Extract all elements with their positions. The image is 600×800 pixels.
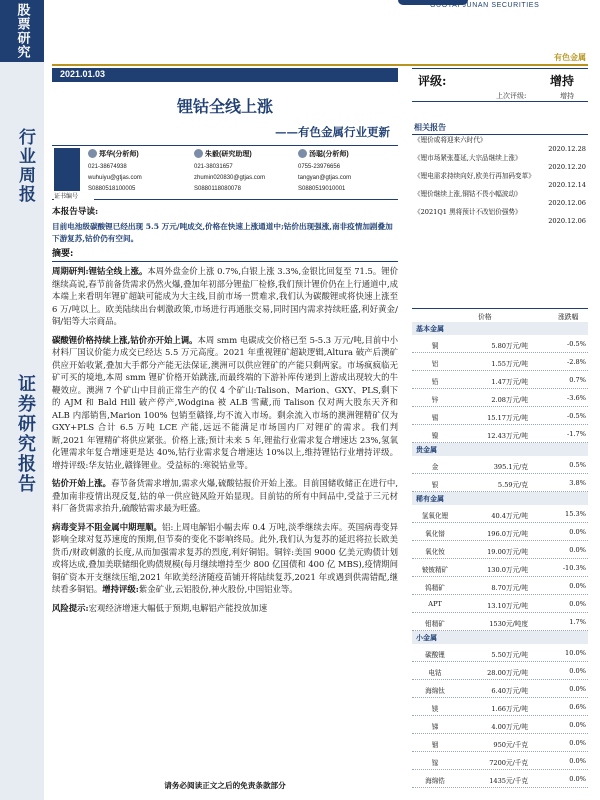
price-section-header: 小金属	[412, 631, 588, 644]
left-band	[0, 0, 44, 800]
paragraph-cobalt	[52, 477, 398, 515]
left-band-top: 股票研究	[0, 0, 44, 62]
related-report-item[interactable]: 《锂价或将迎来六时代》 2020.12.28	[414, 136, 586, 153]
metal-price: 1.55万元/吨	[491, 360, 528, 368]
guide-text: 目前电池级碳酸锂已经出现 5.5 万元/吨成交,价格在快速上涨通道中;钴价出现强涨,南非疫情加剧叠加下游复苏,钴价仍有空间。	[52, 221, 393, 243]
sector-tag: 有色金属	[554, 52, 586, 62]
analyst-email[interactable]: wuhuiyu@gtjas.com	[88, 175, 142, 181]
metal-price: 1435元/千克	[489, 777, 528, 785]
metal-price: 19.00万元/吨	[487, 548, 528, 556]
metal-price: 7200元/千克	[489, 759, 528, 767]
paragraph-rating-text: 紫金矿业,云铝股份,神火股份,中国铝业等。	[138, 584, 298, 594]
price-change: 0.0%	[569, 546, 586, 554]
price-row	[412, 734, 588, 752]
related-report-item[interactable]: 《锂价继续上涨,铜钴不畏小幅波动》 2020.12.06	[414, 190, 586, 207]
metal-name: 氧化钕	[425, 548, 445, 556]
price-change: 0.6%	[569, 703, 586, 711]
analyst-name: 汤聪(分析师)	[298, 149, 398, 159]
metal-name: 铟	[431, 741, 439, 749]
analyst-email[interactable]: zhumin020830@gtjas.com	[194, 175, 266, 181]
analyst-2	[194, 149, 294, 195]
header-divider	[52, 64, 588, 66]
paragraph-rating-lead: 增持评级:	[102, 584, 139, 594]
metal-price: 15.17万元/吨	[487, 414, 528, 422]
price-change: -10.3%	[562, 564, 586, 572]
metal-price: 8.70万元/吨	[491, 584, 528, 592]
summary-heading: 摘要:	[52, 248, 74, 259]
metal-price: 13.10万元/吨	[487, 602, 528, 610]
paragraph-lead: 钴价开始上涨。	[52, 478, 112, 488]
metal-name: 铝	[431, 360, 439, 368]
price-change: 0.0%	[569, 667, 586, 675]
price-section-header: 稀有金属	[412, 492, 588, 505]
price-row	[412, 559, 588, 577]
price-row	[412, 577, 588, 595]
metal-name: 铜	[431, 342, 439, 350]
price-row	[412, 474, 588, 492]
price-change: 0.0%	[569, 739, 586, 747]
analyst-phone: 0755-23976656	[298, 164, 341, 170]
paragraph-lead: 病毒变异不阻金属中期理顺。	[52, 521, 163, 532]
analyst-cert: S0880518100005	[88, 186, 136, 192]
metal-name: 镁	[431, 705, 439, 713]
price-row	[412, 662, 588, 680]
report-subtitle: ——有色金属行业更新	[275, 125, 390, 139]
price-row	[412, 644, 588, 662]
price-row	[412, 371, 588, 389]
price-row	[412, 770, 588, 788]
metal-price: 2.08万元/吨	[491, 396, 528, 404]
metal-price: 28.00万元/吨	[487, 669, 528, 677]
price-column-header: 价格	[478, 313, 492, 321]
change-column-header: 涨跌幅	[558, 313, 579, 321]
analyst-phone: 021-38674938	[88, 164, 127, 170]
price-change: 0.0%	[569, 721, 586, 729]
price-table	[412, 322, 588, 788]
price-change: 10.0%	[565, 649, 586, 657]
price-row	[412, 523, 588, 541]
metal-price: 4.00万元/吨	[491, 723, 528, 731]
metal-name: 金	[431, 463, 439, 471]
price-change: -3.6%	[567, 394, 586, 402]
guide-heading: 本报告导读:	[52, 207, 99, 217]
paragraph-text: 本周外盘金价上涨 0.7%,白银上涨 3.3%,金银比回复至 71.5。锂价继续高说,春节前备货需求仍然火爆,叠加年初部分锂盐厂检修,我们预计锂价仍在上行通道中,成本端上来看明年锂矿超缺可能成为大主线,目前市场一贯难求,我们认为碳酸锂或将快速上涨至 6 万/吨以上。欧美陆续出台刺激政策,市场进行再通胀交易,同时国内需求持续旺盛,利好黄金/铜/铝等大宗商品。	[52, 266, 398, 326]
person-icon	[88, 149, 97, 158]
analyst-block	[52, 145, 398, 200]
analyst-3	[298, 149, 398, 195]
price-change: 1.7%	[569, 618, 586, 626]
metal-name: 镍	[431, 432, 439, 440]
analyst-phone: 021-38031657	[194, 164, 233, 170]
price-row	[412, 456, 588, 474]
analyst-name: 朱毅(研究助理)	[194, 149, 294, 159]
price-change: 0.0%	[569, 600, 586, 608]
report-body	[52, 206, 398, 620]
previous-rating-label: 上次评级:	[496, 92, 527, 100]
person-icon	[194, 149, 203, 158]
analyst-cert: S0880118080078	[194, 186, 241, 192]
price-row	[412, 407, 588, 425]
person-icon	[298, 149, 307, 158]
summary-divider	[52, 261, 398, 262]
paragraph-base-metals	[52, 521, 398, 596]
metal-name: 锑	[431, 723, 439, 731]
risk-text: 宏观经济增速大幅低于预期,电解铝产能投放加速	[88, 602, 268, 613]
price-change: 0.7%	[569, 376, 586, 384]
price-change: 3.8%	[569, 479, 586, 487]
analyst-cert: S0880519010001	[298, 186, 346, 192]
price-section-header: 基本金属	[412, 322, 588, 335]
report-category-label: 证券研究报告	[15, 374, 36, 494]
metal-name: 碳酸锂	[425, 651, 445, 659]
price-change: 0.5%	[569, 461, 586, 469]
price-change: 0.0%	[569, 582, 586, 590]
report-title: 锂钴全线上涨	[176, 97, 273, 116]
rating-label: 评级:	[418, 74, 447, 88]
metal-name: 海绵钛	[425, 687, 445, 695]
analyst-email[interactable]: tangyan@gtjas.com	[298, 175, 352, 181]
previous-rating-value: 增持	[560, 92, 574, 100]
metal-price: 5.59元/克	[497, 481, 528, 489]
metal-price: 5.80万元/吨	[491, 342, 528, 350]
analyst-name: 郑华(分析师)	[88, 149, 188, 159]
paragraph-cycle	[52, 265, 398, 328]
paragraph-lead: 周期研判:锂钴全线上涨。	[52, 266, 148, 276]
metal-name: 氧化镨	[425, 530, 445, 538]
metal-price: 950元/千克	[493, 741, 528, 749]
price-row	[412, 389, 588, 407]
price-change: -0.5%	[567, 412, 586, 420]
related-report-item[interactable]: 《锂市场紧张蔓延,大宗品继续上涨》 2020.12.20	[414, 154, 586, 171]
price-row	[412, 680, 588, 698]
paragraph-lithium	[52, 334, 398, 472]
metal-name: 铅	[431, 378, 439, 386]
price-row	[412, 613, 588, 631]
risk-lead: 风险提示:	[52, 602, 89, 613]
report-date: 2021.01.03	[60, 69, 106, 79]
disclaimer-footer: 请务必阅读正文之后的免责条款部分	[164, 781, 286, 790]
metal-price: 1530元/吨度	[489, 620, 528, 628]
metal-name: 镓	[431, 759, 439, 767]
paragraph-text: 春节备货需求增加,需求火爆,硫酸钴报价开始上涨。目前国储收储正在进行中,叠加南非疫情出现反复,钴的单一供应链风险开始显现。目前钴的所有中间品中,受益于三元材料厂备货需求抬升,硫酸钴需求最为旺盛。	[52, 478, 399, 513]
metal-name: 银	[431, 481, 439, 489]
price-change: 15.3%	[565, 510, 586, 518]
related-report-item[interactable]: 《锂电需求持续向好,欧美行再加码变革》 2020.12.14	[414, 172, 586, 189]
report-type-label: 行业周报	[15, 128, 35, 204]
price-change: 0.0%	[569, 528, 586, 536]
metal-name: 氢氧化锂	[421, 512, 449, 520]
metal-price: 5.50万元/吨	[491, 651, 528, 659]
metal-name: APT	[428, 600, 442, 608]
related-reports-list	[414, 136, 586, 226]
analyst-1	[88, 149, 188, 195]
paragraph-text: 本周 smm 电碳成交价格已至 5-5.3 万元/吨,目前中小材料厂国议价能力成交已经达 5.5 万元高度。2021 年重视锂矿超缺逻辑,Altura 破产后澳矿供应开始收紧,叠加大手都分产能无法保证,澳洲可以供应锂矿的产能只剩两家。市场疯疯临无矿可买的境地,本周 smm 锂矿价格开始跳涨,而最终端的下游补库传递到上游成出现较大的牛鞭效应。澳洲 7 个矿山中目前正常生产的仅 4 个矿山:Talison、Marion、GXY、PLS,剩下的 AJM 和 Bald Hill 破产停产,Wodgina 被 ALB 雪藏,而 Talison 仅对两大股东天齐和 ALB 内部销售,Marion 100% 包销至赣锋,均不流入市场。剩余流入市场的澳洲锂精矿仅为 GXY+PLS 合计 6.5 万吨 LCE 产能,远远不能满足市场国内厂对锂矿的需求。我们判断,2021 年锂精矿将供应紧张。价格上涨;预计未来 5 年,锂盐行业需求复合增速达 23%,氢氧化锂需求年复合增速更是达 40%,钴行业需求复合增速达 10%以上,维持锂钴行业增持评级。增持评级:华友钴业,赣锋锂业。受益标的:寒锐钴业等。	[52, 334, 398, 470]
price-row	[412, 752, 588, 770]
price-row	[412, 541, 588, 559]
metal-name: 海绵锆	[425, 777, 445, 785]
metal-name: 电钴	[428, 669, 442, 677]
price-table-header	[412, 308, 588, 320]
metal-price: 12.43万元/吨	[487, 432, 528, 440]
metal-price: 1.47万元/吨	[491, 378, 528, 386]
price-row	[412, 716, 588, 734]
price-row	[412, 335, 588, 353]
metal-price: 196.0万元/吨	[487, 530, 528, 538]
date-bar	[52, 68, 398, 82]
price-row	[412, 595, 588, 613]
paragraph-risk	[52, 602, 398, 615]
related-report-item[interactable]: 《2021Q1 黑将预计不改铝价强势》 2020.12.06	[414, 208, 586, 225]
price-change: -2.8%	[567, 358, 586, 366]
metal-price: 1.66万元/吨	[491, 705, 528, 713]
cert-label: 证书编号	[54, 191, 94, 200]
rating-box	[412, 68, 588, 102]
price-row	[412, 425, 588, 443]
metal-price: 130.0万元/吨	[487, 566, 528, 574]
metal-name: 铍铍精矿	[421, 566, 449, 574]
paragraph-text: 铝:上周电解铝小幅去库 0.4 万吨,淡季继续去库。英国病毒变异影响全球对复苏速度的预期,但节奏的变化不影响终局。此外,我们认为复苏的延迟将拉长欧美货币/财政刺激的长度,从而加强需求复苏的烈度,利好铜铝。铜锌:美国 9000 亿美元购债计划或将达成,叠加美联储细化购债规模(每月继续增持至少 800 亿国债和 400 亿 MBS),疫情期间铜矿资本开支继续压缩,2021 年欧美经济随疫苗铺开将陆续复苏,2021 年或遇到供需错配,继续看多铜铝。	[52, 521, 398, 594]
related-reports-heading: 相关报告	[414, 122, 446, 132]
price-row	[412, 505, 588, 523]
rating-value: 增持	[549, 74, 574, 88]
price-change: 0.0%	[569, 775, 586, 783]
metal-price: 6.40万元/吨	[491, 687, 528, 695]
metal-price: 395.1元/克	[493, 463, 528, 471]
paragraph-lead: 碳酸锂价格持续上涨,钴价亦开始上调。	[52, 334, 198, 345]
metal-name: 锌	[431, 396, 439, 404]
price-row	[412, 353, 588, 371]
price-change: 0.0%	[569, 685, 586, 693]
metal-price: 40.4万元/吨	[491, 512, 528, 520]
price-change: 0.0%	[569, 757, 586, 765]
metal-name: 钨精矿	[425, 584, 445, 592]
metal-name: 锡	[431, 414, 439, 422]
metal-name: 钼精矿	[425, 620, 445, 628]
price-change: -1.7%	[567, 430, 586, 438]
price-row	[412, 698, 588, 716]
brand-logo-text: GUOTAI JUNAN SECURITIES	[430, 2, 540, 9]
related-divider	[412, 134, 588, 135]
price-section-header: 贵金属	[412, 443, 588, 456]
price-change: -0.5%	[567, 340, 586, 348]
